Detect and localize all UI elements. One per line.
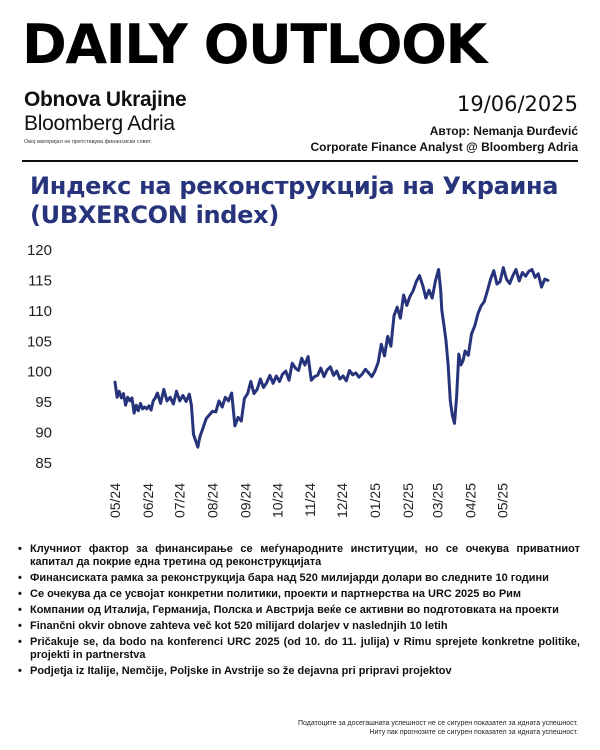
chart-title: Индекс на реконструкција на Украина (UBXERCON index) bbox=[30, 172, 559, 229]
y-tick-label: 85 bbox=[35, 455, 52, 472]
x-tick-label: 10/24 bbox=[269, 483, 286, 519]
x-tick-label: 12/24 bbox=[334, 483, 351, 519]
x-tick-label: 09/24 bbox=[237, 483, 254, 519]
line-chart bbox=[0, 235, 600, 535]
y-tick-label: 110 bbox=[28, 302, 52, 320]
y-tick-label: 90 bbox=[35, 424, 52, 442]
header-divider bbox=[22, 160, 578, 162]
subtitle-obnova: Obnova Ukrajine bbox=[24, 88, 187, 111]
x-tick-label: 11/24 bbox=[302, 483, 319, 517]
y-tick-label: 115 bbox=[28, 272, 52, 290]
y-tick-label: 120 bbox=[26, 242, 52, 259]
bullet-item: • Finančni okvir obnove zahteva več kot 520 milijard dolarjev v naslednjih 10 letih bbox=[18, 620, 580, 633]
footer-disclaimer bbox=[298, 719, 578, 737]
y-tick-label: 100 bbox=[26, 363, 52, 381]
bullet-item: • Се очекува да се усвојат конкретни политики, проекти и партнерства на URC 2025 во Рим bbox=[18, 588, 580, 601]
bullet-item: • Pričakuje se, da bodo na konferenci URC 2025 (od 10. do 11. julija) v Rimu sprejete konkretne politike, projekti in partnerstva bbox=[18, 636, 580, 662]
bullet-item: • Финансиската рамка за реконструкција бара над 520 милијарди долари во следните 10 години bbox=[18, 572, 580, 585]
report-date: 19/06/2025 bbox=[456, 92, 578, 116]
y-tick-label: 95 bbox=[35, 394, 52, 412]
x-tick-label: 02/25 bbox=[399, 483, 416, 519]
x-tick-label: 06/24 bbox=[139, 483, 156, 519]
author-role: Corporate Finance Analyst @ Bloomberg Adria bbox=[310, 140, 578, 154]
bullet-item: • Компании од Италија, Германија, Полска и Австрија веќе се активни во подготовката на проекти bbox=[18, 604, 580, 617]
x-tick-label: 08/24 bbox=[204, 483, 221, 519]
top-disclaimer: Овој материјал не претставува финансиски совет. bbox=[24, 139, 152, 145]
bullet-item: • Клучниот фактор за финансирање се меѓународните институции, но се очекува приватниот капитал да покрие една третина од реконструкцијата bbox=[18, 543, 580, 569]
footer-disclaimer-line2: Ниту пак прогнозите се сигурен показател за идната успешност. bbox=[369, 729, 578, 736]
key-points-list bbox=[18, 543, 580, 681]
x-tick-label: 07/24 bbox=[171, 483, 188, 519]
masthead-title: DAILY OUTLOOK bbox=[22, 13, 486, 76]
footer-disclaimer-line1: Податоците за досегашната успешност не се сигурен показател за идната успешност. bbox=[298, 720, 578, 727]
y-tick-label: 105 bbox=[26, 333, 52, 351]
x-tick-label: 01/25 bbox=[366, 483, 383, 519]
series-line bbox=[115, 268, 548, 448]
author-name: Автор: Nemanja Đurđević bbox=[429, 124, 578, 138]
x-tick-label: 04/25 bbox=[462, 483, 479, 519]
x-tick-label: 05/24 bbox=[107, 483, 123, 519]
bullet-item: • Podjetja iz Italije, Nemčije, Poljske in Avstrije so že dejavna pri pripravi projektov bbox=[18, 665, 580, 678]
subtitle-bloomberg: Bloomberg Adria bbox=[24, 112, 175, 135]
x-tick-label: 05/25 bbox=[494, 483, 511, 519]
x-tick-label: 03/25 bbox=[429, 483, 446, 519]
